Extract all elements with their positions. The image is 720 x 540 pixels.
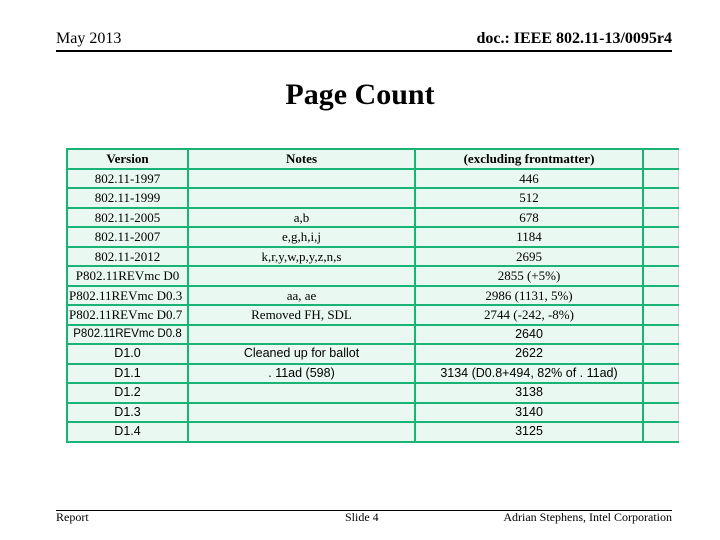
table-row (67, 305, 678, 325)
table-row (67, 422, 678, 442)
table-row (67, 344, 678, 364)
table-row (67, 169, 678, 189)
version-cell: 802.11-2007 (67, 227, 188, 247)
version-cell: P802.11REVmc D0.3 (67, 286, 188, 306)
table-row (67, 247, 678, 267)
header-cell-notes: Notes (188, 149, 415, 169)
table-cell-empty (643, 266, 678, 286)
notes-cell: . 11ad (598) (188, 364, 415, 384)
version-cell: 802.11-1999 (67, 188, 188, 208)
notes-cell: Removed FH, SDL (188, 305, 415, 325)
version-cell: P802.11REVmc D0.7 (67, 305, 188, 325)
table-cell-empty (643, 325, 678, 345)
version-cell: D1.0 (67, 344, 188, 364)
notes-cell (188, 383, 415, 403)
notes-cell (188, 169, 415, 189)
header-cell-count: (excluding frontmatter) (415, 149, 643, 169)
page-count-table-area (66, 148, 677, 439)
table-cell-empty (643, 208, 678, 228)
notes-cell: a,b (188, 208, 415, 228)
table-row (67, 383, 678, 403)
count-cell: 512 (415, 188, 643, 208)
count-cell: 2640 (415, 325, 643, 345)
header-doc-id: doc.: IEEE 802.11-13/0095r4 (476, 30, 672, 47)
count-cell: 3138 (415, 383, 643, 403)
count-cell: 446 (415, 169, 643, 189)
count-cell: 2622 (415, 344, 643, 364)
version-cell: P802.11REVmc D0 (67, 266, 188, 286)
count-cell: 2855 (+5%) (415, 266, 643, 286)
version-cell: D1.2 (67, 383, 188, 403)
count-cell: 3125 (415, 422, 643, 442)
version-cell: D1.4 (67, 422, 188, 442)
version-cell: D1.1 (67, 364, 188, 384)
slide-title: Page Count (285, 78, 435, 111)
table-cell-empty (643, 383, 678, 403)
table-cell-empty (643, 227, 678, 247)
notes-cell (188, 403, 415, 423)
table-cell-empty (643, 247, 678, 267)
count-cell: 1184 (415, 227, 643, 247)
version-cell: 802.11-1997 (67, 169, 188, 189)
header-date: May 2013 (56, 30, 122, 47)
count-cell: 3134 (D0.8+494, 82% of . 11ad) (415, 364, 643, 384)
notes-cell: aa, ae (188, 286, 415, 306)
footer-author: Adrian Stephens, Intel Corporation (503, 510, 672, 524)
table-header-row (67, 149, 678, 169)
table-cell-empty (643, 286, 678, 306)
table-row (67, 286, 678, 306)
table-row (67, 227, 678, 247)
version-cell: 802.11-2012 (67, 247, 188, 267)
table-cell-empty (643, 305, 678, 325)
table-row (67, 325, 678, 345)
notes-cell: k,r,y,w,p,y,z,n,s (188, 247, 415, 267)
count-cell: 3140 (415, 403, 643, 423)
table-row (67, 364, 678, 384)
version-cell: 802.11-2005 (67, 208, 188, 228)
notes-cell (188, 188, 415, 208)
table-row (67, 266, 678, 286)
notes-cell (188, 266, 415, 286)
count-cell: 2986 (1131, 5%) (415, 286, 643, 306)
version-cell: P802.11REVmc D0.8 (67, 325, 188, 345)
header-cell-version: Version (67, 149, 188, 169)
notes-cell: Cleaned up for ballot (188, 344, 415, 364)
table-cell-empty (643, 188, 678, 208)
count-cell: 678 (415, 208, 643, 228)
count-cell: 2695 (415, 247, 643, 267)
notes-cell (188, 422, 415, 442)
table-cell-empty (643, 149, 678, 169)
version-cell: D1.3 (67, 403, 188, 423)
table-row (67, 188, 678, 208)
notes-cell: e,g,h,i,j (188, 227, 415, 247)
table-cell-empty (643, 169, 678, 189)
table-cell-empty (643, 364, 678, 384)
table-cell-empty (643, 422, 678, 442)
count-cell: 2744 (-242, -8%) (415, 305, 643, 325)
slide-number: Slide 4 (345, 510, 379, 524)
footer-left: Report (56, 510, 89, 524)
notes-cell (188, 325, 415, 345)
header-rule (56, 50, 672, 52)
table-row (67, 403, 678, 423)
page-count-table (66, 148, 679, 443)
table-cell-empty (643, 344, 678, 364)
table-cell-empty (643, 403, 678, 423)
table-row (67, 208, 678, 228)
